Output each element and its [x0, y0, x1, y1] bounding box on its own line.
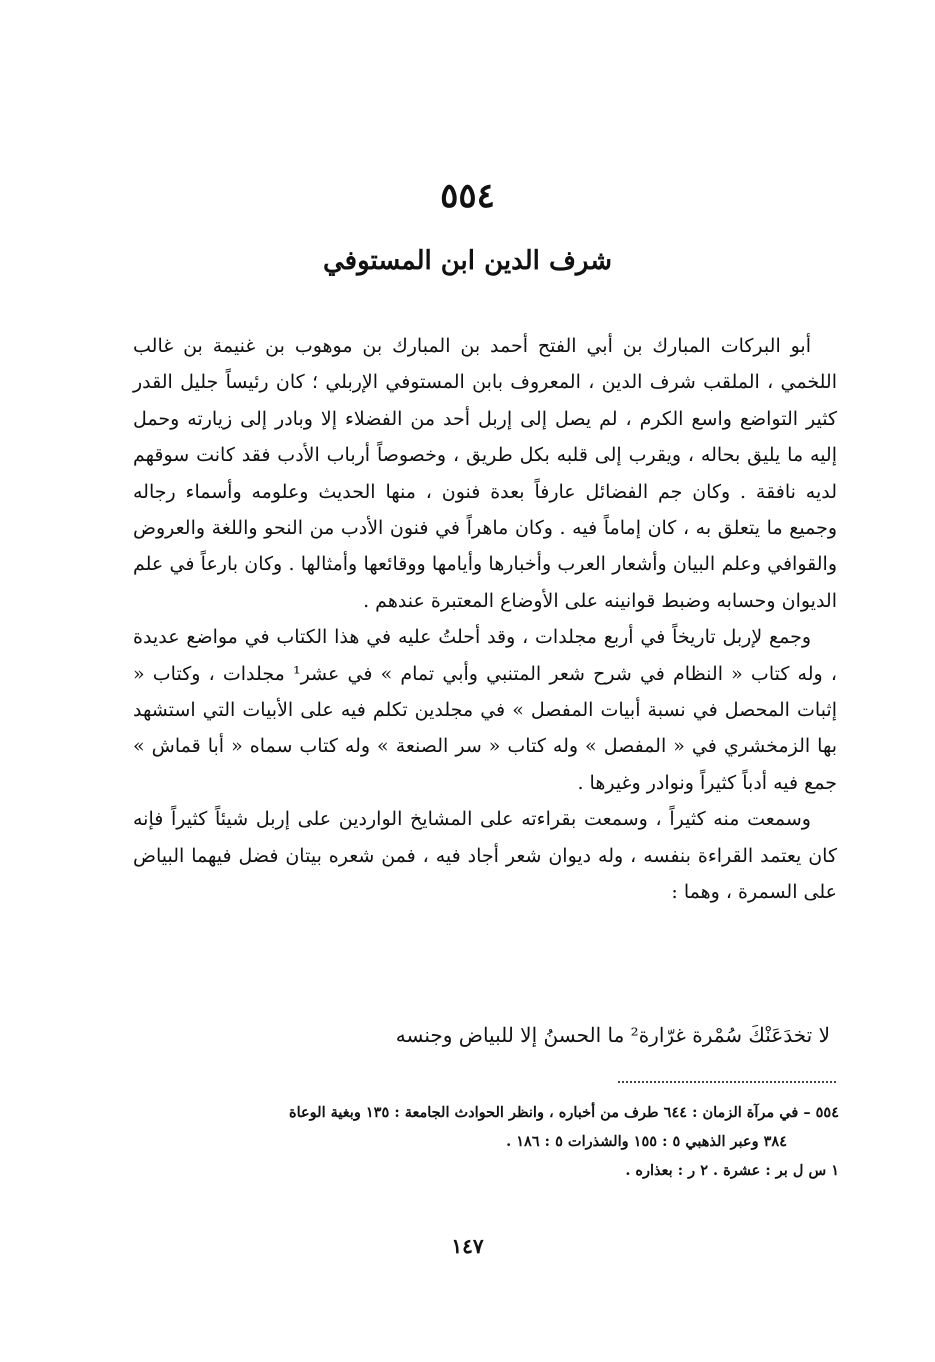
page-number: ١٤٧	[451, 1234, 484, 1258]
footnote-line: ٣٨٤ وعبر الذهبي ٥ : ١٥٥ والشذرات ٥ : ١٨٦ .	[506, 1133, 787, 1150]
paragraph: وسمعت منه كثيراً ، وسمعت بقراءته على المشايخ الواردين على إربل شيئاً كثيراً فإنه كان يعتمد القراءة بنفسه ، وله ديوان شعر أجاد فيه ، فمن شعره بيتان فضل فيهما البياض على السمرة ، وهما :	[133, 808, 837, 904]
paragraph: أبو البركات المبارك بن أبي الفتح أحمد بن المبارك بن موهوب بن غنيمة بن غالب اللخمي ، الملقب شرف الدين ، المعروف بابن المستوفي الإربلي ؛ كان رئيساً جليل القدر كثير التواضع واسع الكرم ، لم يصل إلى إربل أحد من الفضلاء إلا وبادر إلى زيارته وحمل إليه ما يليق بحاله ، ويقرب إلى قلبه بكل طريق ، وخصوصاً أرباب الأدب فقد كانت سوقهم لديه نافقة . وكان جم الفضائل عارفاً بعدة فنون ، منها الحديث وعلومه وأسماء رجاله وجميع ما يتعلق به ، كان إماماً فيه . وكان ماهراً في فنون الأدب من النحو واللغة والعروض والقوافي وعلم البيان وأشعار العرب وأخبارها وأيامها ووقائعها وأمثالها . وكان بارعاً في علم الديوان وحسابه وضبط قوانينه على الأوضاع المعتبرة عندهم .	[133, 335, 837, 612]
entry-title: شرف الدين ابن المستوفي	[322, 246, 613, 276]
body-text	[133, 328, 837, 911]
footnote-line: ١ س ل بر : عشرة . ٢ ر : بعذاره .	[625, 1162, 839, 1179]
entry-number: ٥٥٤	[440, 176, 495, 216]
paragraph: وجمع لإربل تاريخاً في أربع مجلدات ، وقد أحلتُ عليه في هذا الكتاب في مواضع عديدة ، وله كتاب « النظام في شرح شعر المتنبي وأبي تمام » في عشر¹ مجلدات ، وكتاب « إثبات المحصل في نسبة أبيات المفصل » في مجلدين تكلم فيه على الأبيات التي استشهد بها الزمخشري في « المفصل » وله كتاب « سر الصنعة » وله كتاب سماه « أبا قماش » جمع فيه أدباً كثيراً ونوادر وغيرها .	[133, 626, 838, 794]
footnotes	[133, 1098, 839, 1185]
footnote-divider	[618, 1081, 836, 1083]
poem-verse: لا تخدَعَنْكَ سُمْرة غرّارة² ما الحسنُ إلا للبياض وجنسه	[395, 1023, 830, 1047]
footnote-line: ٥٥٤ – في مرآة الزمان : ٦٤٤ طرف من أخباره ، وانظر الحوادث الجامعة : ١٣٥ وبغية الوعاة	[289, 1104, 839, 1121]
